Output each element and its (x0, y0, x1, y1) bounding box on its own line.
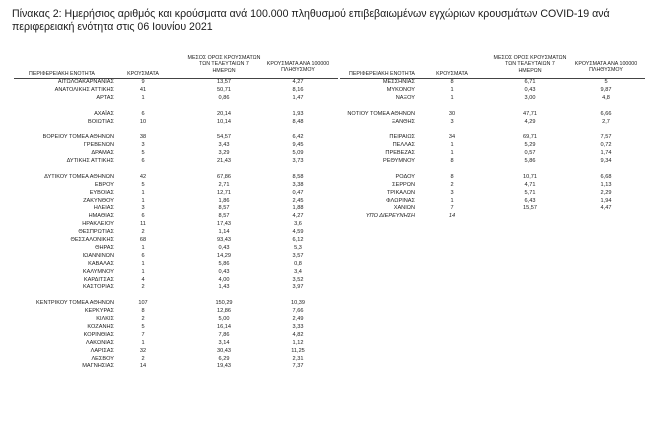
region-cell: ΖΑΚΥΝΘΟΥ (83, 197, 114, 204)
table-row (0, 269, 668, 276)
per100k-cell: 8,48 (292, 118, 304, 125)
avg-cell: 1,14 (218, 229, 230, 236)
cases-cell: 1 (141, 268, 145, 275)
right-header-per100k (566, 61, 646, 74)
cases-cell: 1 (450, 86, 454, 93)
avg-cell: 0,43 (218, 244, 230, 251)
avg-cell: 6,43 (524, 197, 536, 204)
region-cell: ΑΝΑΤΟΛΙΚΗΣ ΑΤΤΙΚΗΣ (54, 86, 114, 93)
region-cell: ΒΟΡΕΙΟΥ ΤΟΜΕΑ ΑΘΗΝΩΝ (42, 134, 114, 141)
cases-cell: 8 (450, 173, 454, 180)
region-cell: ΔΥΤΙΚΗΣ ΑΤΤΙΚΗΣ (66, 158, 114, 164)
region-cell: ΔΡΑΜΑΣ (91, 150, 114, 157)
avg-cell: 5,71 (524, 189, 536, 196)
region-cell: ΠΕΛΛΑΣ (392, 142, 415, 149)
region-cell: ΥΠΟ ΔΙΕΡΕΥΝΗΣΗ (365, 213, 415, 220)
region-cell: ΛΑΚΩΝΙΑΣ (85, 339, 114, 346)
avg-cell: 3,00 (524, 94, 536, 101)
region-cell: ΚΑΒΑΛΑΣ (88, 260, 114, 267)
region-cell: ΙΩΑΝΝΙΝΩΝ (82, 252, 114, 259)
table-row (0, 229, 668, 236)
per100k-cell: 4,27 (292, 79, 304, 85)
table-row (0, 142, 668, 149)
cases-cell: 14 (139, 363, 147, 370)
table-row (0, 237, 668, 244)
cases-cell: 14 (448, 213, 456, 220)
region-cell: ΕΒΡΟΥ (94, 181, 114, 188)
region-cell: ΜΕΣΣΗΝΙΑΣ (382, 79, 415, 85)
avg-cell: 16,14 (217, 323, 231, 330)
cases-cell: 5 (141, 323, 145, 330)
avg-cell: 12,86 (217, 308, 231, 315)
per100k-cell: 1,47 (292, 94, 304, 101)
header-avg-line3: ΗΜΕΡΩΝ (518, 67, 542, 74)
cases-cell: 41 (139, 86, 147, 93)
avg-cell: 47,71 (523, 110, 537, 117)
right-header-region (340, 71, 424, 77)
per100k-cell: 4,82 (292, 331, 304, 338)
cases-cell: 2 (450, 181, 454, 188)
table-row (0, 261, 668, 268)
cases-cell: 1 (450, 142, 454, 149)
region-cell: ΜΑΓΝΗΣΙΑΣ (82, 363, 114, 370)
per100k-cell: 7,37 (292, 363, 304, 370)
per100k-cell: 3,73 (292, 158, 304, 164)
per100k-cell: 0,72 (600, 142, 612, 149)
per100k-cell: 3,6 (294, 221, 302, 228)
cases-cell: 2 (141, 355, 145, 362)
cases-cell: 1 (141, 339, 145, 346)
table-row (0, 308, 668, 315)
header-region-label: ΠΕΡΙΦΕΡΕΙΑΚΗ ΕΝΟΤΗΤΑ (349, 71, 415, 77)
cases-cell: 68 (139, 237, 147, 243)
header-cases-label: ΚΡΟΥΣΜΑΤΑ (436, 71, 468, 77)
region-cell: ΒΟΙΩΤΙΑΣ (88, 118, 114, 125)
cases-cell: 3 (450, 189, 454, 196)
per100k-cell: 6,66 (600, 110, 612, 117)
table-row (0, 253, 668, 260)
avg-cell: 21,43 (217, 158, 231, 164)
per100k-cell: 10,39 (291, 300, 305, 307)
cases-cell: 6 (141, 158, 145, 164)
cases-cell: 34 (448, 134, 456, 141)
avg-cell: 150,29 (215, 300, 233, 307)
cases-cell: 1 (450, 150, 454, 157)
cases-cell: 7 (141, 331, 145, 338)
right-header-avg (490, 55, 570, 74)
cases-cell: 1 (141, 189, 145, 196)
table-row (0, 213, 668, 220)
cases-cell: 4 (141, 276, 145, 283)
cases-cell: 5 (141, 150, 145, 157)
left-header-avg (184, 55, 264, 74)
region-cell: ΚΑΛΥΜΝΟΥ (82, 268, 114, 275)
region-cell: ΗΛΕΙΑΣ (93, 205, 114, 212)
per100k-cell: 9,34 (600, 158, 612, 164)
left-header-cases (123, 71, 163, 77)
per100k-cell: 1,12 (292, 339, 304, 346)
region-cell: ΚΟΖΑΝΗΣ (87, 323, 114, 330)
table-title: Πίνακας 2: Ημερήσιος αριθμός και κρούσματα ανά 100.000 πληθυσμού επιβεβαιωμένων εγχώριων κρουσμάτων COVID-19 ανά περιφερειακή ενότητα στις 06 Ιουνίου 2021 (12, 8, 610, 33)
table-row (0, 348, 668, 355)
per100k-cell: 6,12 (292, 237, 304, 243)
header-avg-line1: ΜΕΣΟΣ ΟΡΟΣ ΚΡΟΥΣΜΑΤΩΝ (493, 55, 567, 61)
region-cell: ΛΑΡΙΣΑΣ (90, 347, 114, 354)
per100k-cell: 5,09 (292, 150, 304, 157)
region-cell: ΠΕΙΡΑΙΩΣ (389, 134, 415, 141)
left-header-region (12, 71, 112, 77)
table-row (0, 111, 668, 118)
per100k-cell: 3,52 (292, 276, 304, 283)
per100k-cell: 1,74 (600, 150, 612, 157)
region-cell: ΘΗΡΑΣ (95, 244, 114, 251)
header-avg-line3: ΗΜΕΡΩΝ (212, 67, 236, 74)
table-row (0, 284, 668, 291)
table-row (0, 340, 668, 347)
cases-cell: 42 (139, 173, 147, 180)
table-row (0, 205, 668, 212)
avg-cell: 5,86 (524, 158, 536, 164)
per100k-cell: 4,47 (600, 205, 612, 212)
avg-cell: 14,29 (217, 252, 231, 259)
avg-cell: 4,71 (524, 181, 536, 188)
cases-cell: 9 (141, 79, 145, 85)
region-cell: ΔΥΤΙΚΟΥ ΤΟΜΕΑ ΑΘΗΝΩΝ (44, 173, 114, 180)
avg-cell: 2,71 (218, 181, 230, 188)
region-cell: ΜΥΚΟΝΟΥ (386, 86, 415, 93)
per100k-cell: 6,68 (600, 173, 612, 180)
per100k-cell: 3,4 (294, 268, 302, 275)
avg-cell: 5,86 (218, 260, 230, 267)
avg-cell: 8,57 (218, 213, 230, 220)
cases-cell: 6 (141, 213, 145, 220)
table-row (0, 316, 668, 323)
avg-cell: 3,43 (218, 142, 230, 149)
avg-cell: 13,57 (217, 79, 231, 85)
cases-cell: 7 (450, 205, 454, 212)
table-row (0, 324, 668, 331)
per100k-cell: 0,8 (294, 260, 302, 267)
avg-cell: 69,71 (523, 134, 537, 141)
header-region-label: ΠΕΡΙΦΕΡΕΙΑΚΗ ΕΝΟΤΗΤΑ (29, 71, 95, 77)
table-row (0, 150, 668, 157)
per100k-cell: 1,13 (600, 181, 612, 188)
region-cell: ΠΡΕΒΕΖΑΣ (385, 150, 415, 157)
per100k-cell: 3,57 (292, 252, 304, 259)
cases-cell: 11 (140, 221, 146, 228)
per100k-cell: 2,31 (292, 355, 304, 362)
region-cell: ΚΟΡΙΝΘΙΑΣ (83, 331, 114, 338)
table-row (0, 292, 668, 299)
region-cell: ΑΡΤΑΣ (96, 94, 114, 101)
avg-cell: 20,14 (217, 110, 231, 117)
region-cell: ΡΟΔΟΥ (395, 173, 415, 180)
table-row (0, 134, 668, 141)
avg-cell: 17,43 (217, 221, 231, 228)
per100k-cell: 7,57 (600, 134, 612, 141)
region-cell: ΚΑΡΔΙΤΣΑΣ (83, 276, 114, 283)
avg-cell: 0,86 (218, 94, 230, 101)
cases-cell: 1 (450, 94, 454, 101)
cases-cell: 30 (448, 110, 456, 117)
cases-cell: 2 (141, 229, 145, 236)
region-cell: ΞΑΝΘΗΣ (391, 118, 415, 125)
avg-cell: 54,57 (217, 134, 231, 141)
per100k-cell: 4,59 (292, 229, 304, 236)
table-row (0, 182, 668, 189)
cases-cell: 32 (139, 347, 147, 354)
per100k-cell: 2,49 (292, 316, 304, 322)
per100k-cell: 6,42 (292, 134, 304, 141)
table-row (0, 332, 668, 339)
region-cell: ΤΡΙΚΑΛΩΝ (386, 189, 415, 196)
avg-cell: 7,86 (218, 331, 230, 338)
left-header-per100k (258, 61, 338, 74)
table-row (0, 277, 668, 284)
cases-cell: 5 (141, 181, 145, 188)
cases-cell: 38 (139, 134, 147, 141)
table-row (0, 87, 668, 94)
region-cell: ΘΕΣΣΑΛΟΝΙΚΗΣ (70, 237, 114, 243)
cases-cell: 1 (141, 94, 145, 101)
header-avg-line1: ΜΕΣΟΣ ΟΡΟΣ ΚΡΟΥΣΜΑΤΩΝ (187, 55, 261, 61)
region-cell: ΚΙΛΚΙΣ (96, 316, 114, 322)
cases-cell: 3 (450, 118, 454, 125)
cases-cell: 3 (141, 142, 145, 149)
avg-cell: 10,14 (217, 118, 231, 125)
region-cell: ΗΜΑΘΙΑΣ (88, 213, 114, 220)
per100k-cell: 5 (604, 79, 608, 85)
header-avg-line2: ΤΩΝ ΤΕΛΕΥΤΑΙΩΝ 7 (505, 61, 555, 68)
per100k-cell: 1,88 (292, 205, 304, 212)
avg-cell: 50,71 (217, 86, 231, 93)
per100k-cell: 9,87 (600, 86, 612, 93)
avg-cell: 6,71 (524, 79, 536, 85)
table-row (0, 126, 668, 133)
table-row (0, 174, 668, 181)
cases-cell: 8 (141, 308, 145, 315)
avg-cell: 0,57 (524, 150, 536, 157)
table-row (0, 119, 668, 126)
avg-cell: 4,29 (524, 118, 536, 125)
cases-cell: 1 (141, 244, 145, 251)
per100k-cell: 2,7 (602, 118, 610, 125)
avg-cell: 10,71 (523, 173, 537, 180)
avg-cell: 5,00 (218, 316, 230, 322)
region-cell: ΓΡΕΒΕΝΩΝ (83, 142, 114, 149)
cases-cell: 10 (139, 118, 147, 125)
table-row (0, 221, 668, 228)
per100k-cell: 3,33 (292, 323, 304, 330)
cases-cell: 1 (450, 197, 454, 204)
cases-cell: 1 (141, 260, 145, 267)
region-cell: ΛΕΣΒΟΥ (91, 355, 114, 362)
header-per100k-line1: ΚΡΟΥΣΜΑΤΑ ΑΝΑ 100000 (574, 61, 638, 67)
region-cell: ΧΑΝΙΩΝ (393, 205, 415, 212)
avg-cell: 4,00 (218, 276, 230, 283)
per100k-cell: 2,45 (292, 197, 304, 204)
region-cell: ΗΡΑΚΛΕΙΟΥ (82, 221, 114, 228)
per100k-cell: 8,58 (292, 173, 304, 180)
region-cell: ΚΕΝΤΡΙΚΟΥ ΤΟΜΕΑ ΑΘΗΝΩΝ (35, 300, 114, 307)
header-cases-label: ΚΡΟΥΣΜΑΤΑ (127, 71, 159, 77)
per100k-cell: 8,16 (292, 86, 304, 93)
header-per100k-line2: ΠΛΗΘΥΣΜΟΥ (589, 67, 623, 74)
region-cell: ΝΑΞΟΥ (395, 94, 415, 101)
per100k-cell: 5,3 (294, 244, 302, 251)
cases-cell: 3 (141, 205, 145, 212)
right-header-cases (432, 71, 472, 77)
avg-cell: 19,43 (217, 363, 231, 370)
per100k-cell: 4,8 (602, 94, 610, 101)
region-cell: ΕΥΒΟΙΑΣ (89, 189, 114, 196)
region-cell: ΑΙΤΩΛΟΑΚΑΡΝΑΝΙΑΣ (57, 79, 114, 85)
region-cell: ΝΟΤΙΟΥ ΤΟΜΕΑ ΑΘΗΝΩΝ (347, 110, 415, 117)
table-row (0, 245, 668, 252)
region-cell: ΚΑΣΤΟΡΙΑΣ (82, 284, 114, 291)
cases-cell: 2 (141, 316, 145, 322)
per100k-cell: 1,93 (292, 110, 304, 117)
header-per100k-line2: ΠΛΗΘΥΣΜΟΥ (281, 67, 315, 74)
per100k-cell: 11,25 (291, 347, 305, 354)
table-row (0, 158, 668, 165)
cases-cell: 8 (450, 79, 454, 85)
table-row (0, 363, 668, 370)
region-cell: ΦΛΩΡΙΝΑΣ (386, 197, 415, 204)
per100k-cell: 9,45 (292, 142, 304, 149)
per100k-cell: 4,27 (292, 213, 304, 220)
avg-cell: 3,29 (218, 150, 230, 157)
cases-cell: 107 (138, 300, 148, 307)
table-row (0, 190, 668, 197)
avg-cell: 1,86 (218, 197, 230, 204)
cases-cell: 2 (141, 284, 145, 291)
region-cell: ΘΕΣΠΡΩΤΙΑΣ (78, 229, 114, 236)
avg-cell: 0,43 (218, 268, 230, 275)
table-row (0, 300, 668, 307)
avg-cell: 12,71 (217, 189, 231, 196)
cases-cell: 6 (141, 110, 145, 117)
region-cell: ΣΕΡΡΩΝ (392, 181, 415, 188)
region-cell: ΑΧΑΪΑΣ (94, 110, 114, 117)
cases-cell: 6 (141, 252, 145, 259)
avg-cell: 8,57 (218, 205, 230, 212)
avg-cell: 3,14 (218, 339, 230, 346)
cases-cell: 1 (141, 197, 145, 204)
avg-cell: 15,57 (523, 205, 537, 212)
avg-cell: 0,43 (524, 86, 536, 93)
header-avg-line2: ΤΩΝ ΤΕΛΕΥΤΑΙΩΝ 7 (199, 61, 249, 68)
per100k-cell: 7,66 (292, 308, 304, 315)
table-row (0, 356, 668, 363)
region-cell: ΚΕΡΚΥΡΑΣ (84, 308, 114, 315)
avg-cell: 1,43 (218, 284, 230, 291)
region-cell: ΡΕΘΥΜΝΟΥ (383, 158, 415, 164)
avg-cell: 93,43 (217, 237, 231, 243)
table-row (0, 95, 668, 102)
avg-cell: 6,29 (218, 355, 230, 362)
per100k-cell: 3,38 (292, 181, 304, 188)
per100k-cell: 2,29 (600, 189, 612, 196)
table-row (0, 166, 668, 173)
avg-cell: 67,86 (217, 173, 231, 180)
per100k-cell: 0,47 (292, 189, 304, 196)
per100k-cell: 1,94 (600, 197, 612, 204)
cases-cell: 8 (450, 158, 454, 164)
table-row (0, 198, 668, 205)
table-row (0, 79, 668, 86)
table-row (0, 103, 668, 110)
avg-cell: 5,29 (524, 142, 536, 149)
avg-cell: 30,43 (217, 347, 231, 354)
per100k-cell: 3,97 (292, 284, 304, 291)
header-per100k-line1: ΚΡΟΥΣΜΑΤΑ ΑΝΑ 100000 (266, 61, 330, 67)
